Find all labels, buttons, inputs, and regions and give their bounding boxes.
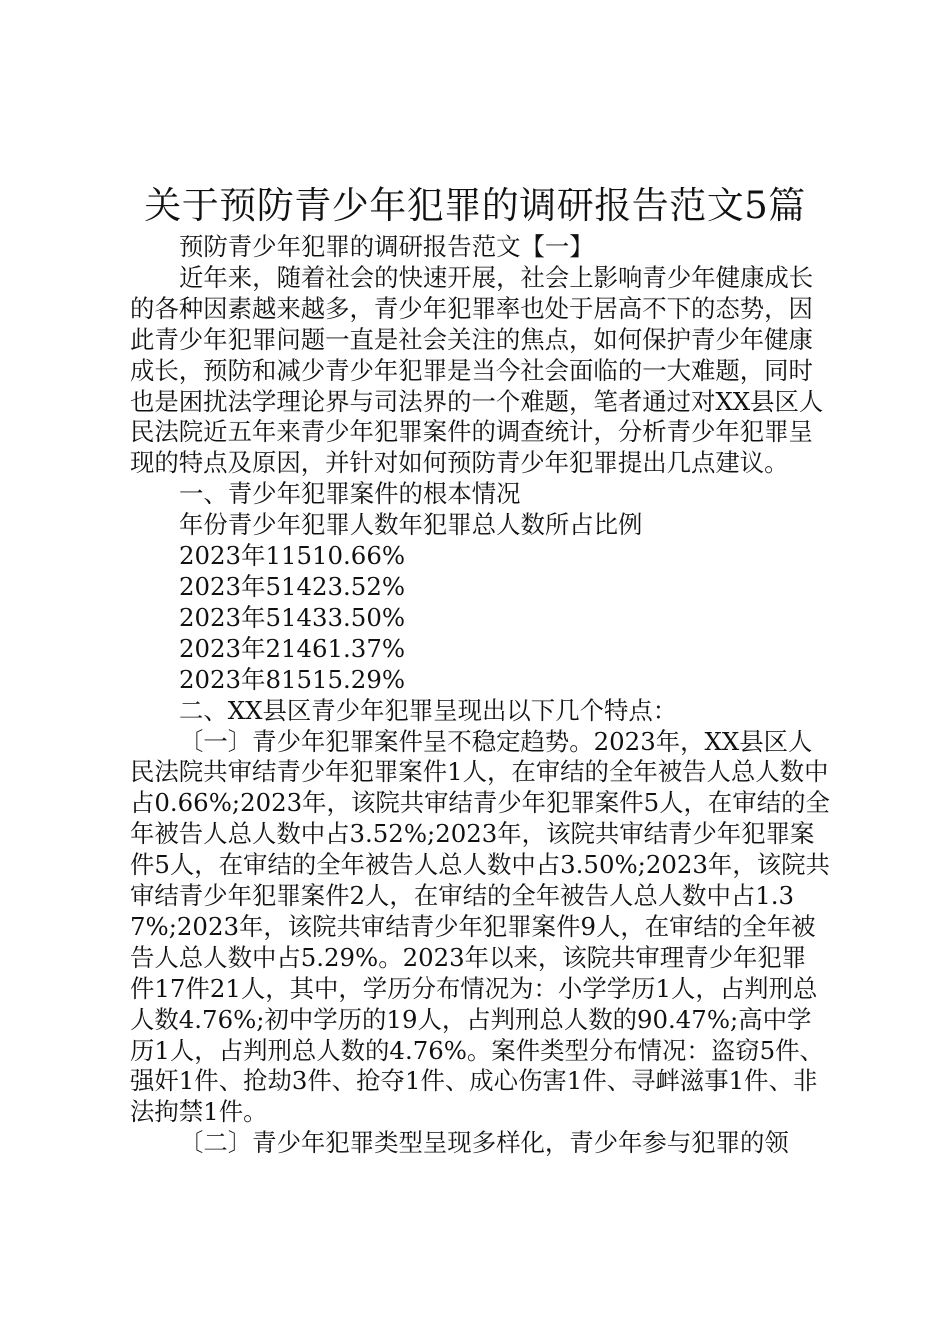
document-title: 关于预防青少年犯罪的调研报告范文5篇 <box>144 184 806 227</box>
table-row: 2023年81515.29% <box>179 664 406 694</box>
section-heading-1: 一、青少年犯罪案件的根本情况 <box>179 479 521 509</box>
section-heading-2: 二、XX县区青少年犯罪呈现出以下几个特点： <box>179 695 678 725</box>
table-row: 2023年51423.52% <box>179 571 406 601</box>
point-2-paragraph: 〔二〕青少年犯罪类型呈现多样化，青少年参与犯罪的领 <box>179 1128 789 1158</box>
table-row: 2023年51433.50% <box>179 602 406 632</box>
document-body <box>130 232 830 1159</box>
subtitle: 预防青少年犯罪的调研报告范文【一】 <box>179 232 594 261</box>
intro-paragraph: 近年来，随着社会的快速开展，社会上影响青少年健康成长的各种因素越来越多，青少年犯罪率也处于居高不下的态势，因此青少年犯罪问题一直是社会关注的焦点，如何保护青少年健康成长，预防和减少青少年犯罪是当今社会面临的一大难题，同时也是困扰法学理论界与司法界的一个难题，笔者通过对XX县区人民法院近五年来青少年犯罪案件的调查统计，分析青少年犯罪呈现的特点及原因，并针对如何预防青少年犯罪提出几点建议。 <box>130 262 824 478</box>
table-row: 2023年11510.66% <box>179 541 406 571</box>
table-header: 年份青少年犯罪人数年犯罪总人数所占比例 <box>179 510 643 540</box>
point-1-paragraph: 〔一〕青少年犯罪案件呈不稳定趋势。2023年，XX县区人民法院共审结青少年犯罪案件1人，在审结的全年被告人总人数中占0.66%;2023年，该院共审结青少年犯罪案件5人，在审结的全年被告人总人数中占3.52%;2023年，该院共审结青少年犯罪案件5人，在审结的全年被告人总人数中占3.50%;2023年，该院共审结青少年犯罪案件2人，在审结的全年被告人总人数中占1.37%;2023年，该院共审结青少年犯罪案件9人，在审结的全年被告人总人数中占5.29%。2023年以来，该院共审理青少年犯罪件17件21人，其中，学历分布情况为：小学学历1人，占判刑总人数4.76%;初中学历的19人，占判刑总人数的90.47%;高中学历1人，占判刑总人数的4.76%。案件类型分布情况：盗窃5件、强奸1件、抢劫3件、抢夺1件、成心伤害1件、寻衅滋事1件、非法拘禁1件。 <box>130 726 830 1127</box>
table-row: 2023年21461.37% <box>179 633 406 663</box>
